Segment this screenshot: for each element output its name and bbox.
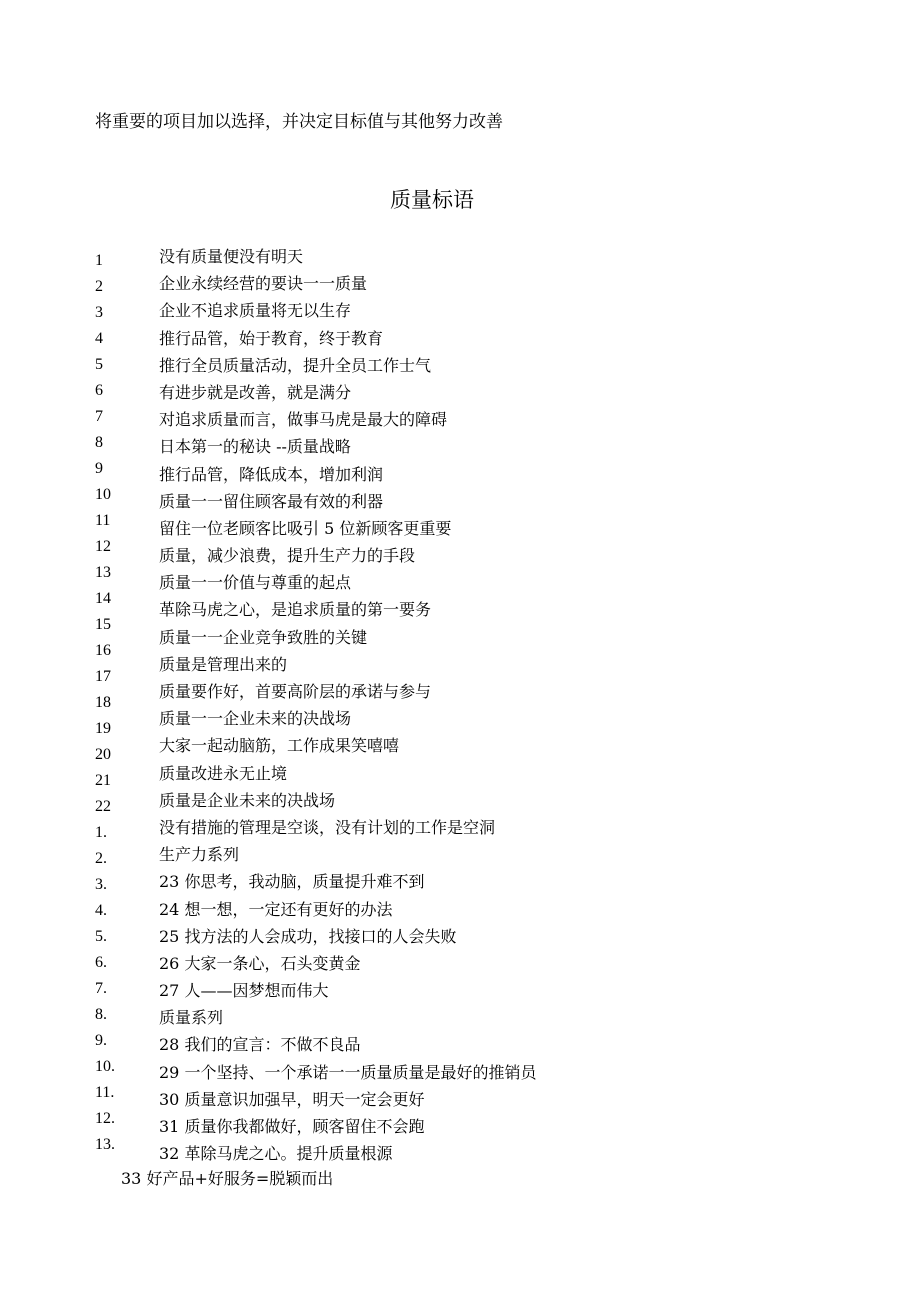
list-number: 12 <box>95 538 111 555</box>
list-number: 6. <box>95 954 107 971</box>
slogan-line: 质量一一价值与尊重的起点 <box>159 573 352 593</box>
list-number: 13. <box>95 1136 115 1153</box>
list-number: 7 <box>95 408 103 425</box>
slogan-line: 31 质量你我都做好，顾客留住不会跑 <box>159 1117 425 1136</box>
list-number: 3. <box>95 876 107 893</box>
list-number: 10. <box>95 1058 115 1075</box>
list-number: 2. <box>95 850 107 867</box>
slogan-line: 29 一个坚持、一个承诺一一质量质量是最好的推销员 <box>159 1062 537 1082</box>
slogan-line: 革除马虎之心，是追求质量的第一要务 <box>159 600 432 620</box>
slogan-line: 企业永续经营的要诀一一质量 <box>159 274 368 294</box>
slogan-line: 推行全员质量活动，提升全员工作士气 <box>159 355 432 375</box>
list-number: 4. <box>95 902 107 919</box>
list-number: 20 <box>95 746 111 763</box>
list-number: 11. <box>95 1084 115 1101</box>
list-number: 14 <box>95 590 111 607</box>
list-number: 9 <box>95 460 103 477</box>
slogan-line: 企业不追求质量将无以生存 <box>159 301 352 321</box>
slogan-line: 大家一起动脑筋，工作成果笑嘻嘻 <box>159 736 400 756</box>
list-number: 2 <box>95 278 103 295</box>
section-heading: 质量系列 <box>159 1008 224 1028</box>
list-number: 9. <box>95 1032 107 1049</box>
document-title: 质量标语 <box>390 188 474 212</box>
slogan-line: 质量是管理出来的 <box>159 654 288 674</box>
slogan-line: 质量，减少浪费，提升生产力的手段 <box>159 546 416 566</box>
slogan-line: 25 找方法的人会成功，找接口的人会失败 <box>159 926 457 946</box>
list-number: 8. <box>95 1006 107 1023</box>
slogan-line: 推行品管，降低成本，增加利润 <box>159 464 384 484</box>
list-number: 19 <box>95 720 111 737</box>
slogan-line: 质量要作好，首要高阶层的承诺与参与 <box>159 682 432 701</box>
list-number: 1 <box>95 252 103 269</box>
slogan-line: 有进步就是改善，就是满分 <box>159 382 352 402</box>
slogan-line: 27 人——因梦想而伟大 <box>159 981 329 1001</box>
slogan-line: 32 革除马虎之心。提升质量根源 <box>159 1144 393 1164</box>
slogan-line: 没有措施的管理是空谈，没有计划的工作是空洞 <box>159 817 496 837</box>
list-number: 7. <box>95 980 107 997</box>
slogan-line: 质量是企业未来的决战场 <box>159 790 336 810</box>
list-number: 4 <box>95 330 103 347</box>
list-number: 18 <box>95 694 111 711</box>
slogan-line: 留住一位老顾客比吸引 5 位新顾客更重要 <box>159 518 452 538</box>
slogan-line: 质量改进永无止境 <box>159 763 288 783</box>
list-number: 12. <box>95 1110 115 1127</box>
list-number: 16 <box>95 642 111 659</box>
slogan-line: 23 你思考，我动脑，质量提升难不到 <box>159 872 425 892</box>
list-number: 10 <box>95 486 111 503</box>
slogan-line: 日本第一的秘诀 --质量战略 <box>159 437 351 457</box>
list-number: 21 <box>95 772 111 789</box>
list-number: 1. <box>95 824 107 841</box>
list-number: 6 <box>95 382 103 399</box>
slogan-line: 26 大家一条心，石头变黄金 <box>159 953 361 973</box>
slogan-line: 质量一一企业竞争致胜的关键 <box>159 627 368 647</box>
slogan-line: 质量一一留住顾客最有效的利器 <box>159 491 384 511</box>
list-number: 3 <box>95 304 103 321</box>
slogan-line: 对追求质量而言，做事马虎是最大的障碍 <box>159 410 448 430</box>
intro-text: 将重要的项目加以选择，并决定目标值与其他努力改善 <box>95 112 503 132</box>
slogan-line: 质量一一企业未来的决战场 <box>159 709 352 729</box>
list-number: 13 <box>95 564 111 581</box>
list-number: 15 <box>95 616 111 633</box>
list-number: 22 <box>95 798 111 815</box>
list-number: 5 <box>95 356 103 373</box>
slogan-line: 30 质量意识加强早，明天一定会更好 <box>159 1089 425 1109</box>
slogan-line: 24 想一想，一定还有更好的办法 <box>159 899 393 919</box>
number-column <box>95 248 145 1158</box>
closing-slogan: 33 好产品+好服务=脱颖而出 <box>121 1169 334 1188</box>
slogan-list <box>159 243 879 1167</box>
list-number: 5. <box>95 928 107 945</box>
section-heading: 生产力系列 <box>159 845 240 865</box>
slogan-line: 没有质量便没有明天 <box>159 247 304 266</box>
list-number: 8 <box>95 434 103 451</box>
list-number: 11 <box>95 512 111 529</box>
list-number: 17 <box>95 668 111 685</box>
slogan-line: 28 我们的宣言：不做不良品 <box>159 1035 361 1055</box>
slogan-line: 推行品管，始于教育，终于教育 <box>159 328 384 348</box>
